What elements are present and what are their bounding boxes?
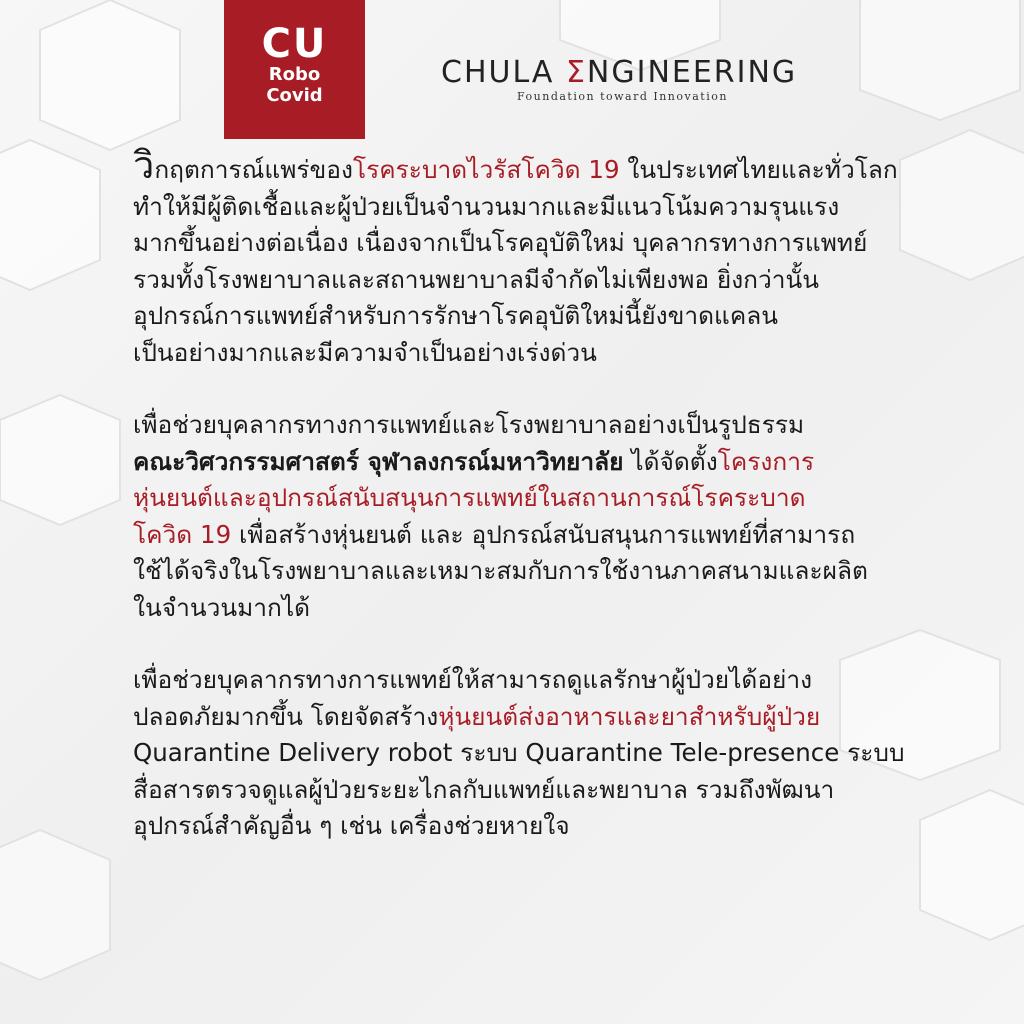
p1-line-3: มากขึ้นอย่างต่อเนื่อง เนื่องจากเป็นโรคอุบัติใหม่ บุคลากรทางการแพทย์ — [133, 228, 868, 257]
p3-line-2 — [133, 699, 923, 736]
chula-engineering-brand — [441, 56, 797, 103]
p2-line-6: ในจำนวนมากได้ — [133, 592, 311, 622]
p3-line-3: Quarantine Delivery robot ระบบ Quarantine Tele-presence ระบบ — [133, 738, 905, 767]
p2-line-2 — [133, 444, 923, 481]
p3-text: ปลอดภัยมากขึ้น โดยจัดสร้าง — [133, 701, 439, 731]
faculty-name: คณะวิศวกรรมศาสตร์ จุฬาลงกรณ์มหาวิทยาลัย — [133, 446, 624, 476]
paragraph-2 — [133, 407, 923, 626]
paragraph-3 — [133, 662, 923, 845]
p2-line-5: ใช้ได้จริงในโรงพยาบาลและเหมาะสมกับการใช้งานภาคสนามและผลิต — [133, 556, 868, 585]
highlight-covid: โรคระบาดไวรัสโควิด 19 — [352, 155, 620, 184]
article-body — [133, 143, 923, 881]
p3-line-5: อุปกรณ์สำคัญอื่น ๆ เช่น เครื่องช่วยหายใจ — [133, 811, 570, 840]
p2-line-3: หุ่นยนต์และอุปกรณ์สนับสนุนการแพทย์ในสถานการณ์โรคระบาด — [133, 483, 806, 512]
brand-name-e: Ʃ — [565, 55, 587, 90]
p1-text: กฤตการณ์แพร่ของ — [154, 155, 353, 184]
p2-line-4 — [133, 517, 923, 554]
brand-tagline: Foundation toward Innovation — [517, 90, 728, 103]
p1-text: ในประเทศไทยและทั่วโลก — [619, 155, 898, 184]
p2-text: ได้จัดตั้ง — [623, 446, 718, 476]
p3-line-4: สื่อสารตรวจดูแลผู้ป่วยระยะไกลกับแพทย์และพยาบาล รวมถึงพัฒนา — [133, 774, 835, 804]
brand-name-pre: CHULA — [441, 55, 566, 90]
highlight-project: โครงการ — [717, 446, 815, 476]
p1-line-4: รวมทั้งโรงพยาบาลและสถานพยาบาลมีจำกัดไม่เพียงพอ ยิ่งกว่านั้น — [133, 264, 820, 294]
p2-line-1: เพื่อช่วยบุคลากรทางการแพทย์และโรงพยาบาลอย่างเป็นรูปธรรม — [133, 410, 805, 439]
p1-line-2: ทำให้มีผู้ติดเชื้อและผู้ป่วยเป็นจำนวนมากและมีแนวโน้มความรุนแรง — [133, 191, 840, 221]
p2-text: เพื่อสร้างหุ่นยนต์ และ อุปกรณ์สนับสนุนการแพทย์ที่สามารถ — [231, 519, 856, 549]
cu-robo-covid-logo — [224, 0, 365, 139]
dropcap: วิ — [133, 143, 155, 187]
brand-name-post: NGINEERING — [586, 55, 798, 90]
p1-line-5: อุปกรณ์การแพทย์สำหรับการรักษาโรคอุบัติใหม่นี้ยังขาดแคลน — [133, 301, 778, 330]
p1-line-6: เป็นอย่างมากและมีความจำเป็นอย่างเร่งด่วน — [133, 337, 597, 367]
highlight-covid-19: โควิด 19 — [133, 519, 232, 549]
brand-name — [441, 56, 797, 90]
highlight-robot: หุ่นยนต์ส่งอาหารและยาสำหรับผู้ป่วย — [438, 701, 821, 731]
logo-cu-text: CU — [261, 21, 328, 67]
p1-line-1 — [133, 143, 923, 189]
logo-robo-text: Robo — [268, 64, 321, 85]
paragraph-1 — [133, 143, 923, 371]
p3-line-1: เพื่อช่วยบุคลากรทางการแพทย์ให้สามารถดูแลรักษาผู้ป่วยได้อย่าง — [133, 665, 813, 694]
logo-covid-text: Covid — [266, 85, 323, 106]
